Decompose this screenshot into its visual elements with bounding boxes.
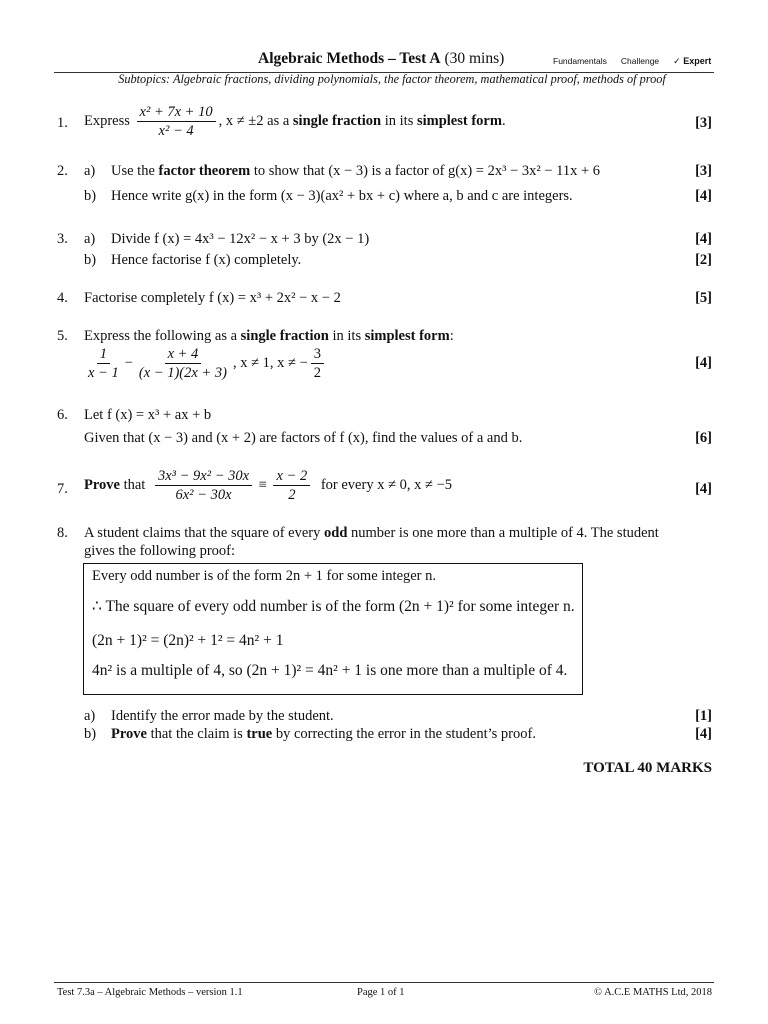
- page-title: Algebraic Methods – Test A (30 mins): [258, 50, 505, 67]
- q8b-text: Prove that the claim is true by correcting the error in the student’s proof.: [111, 726, 536, 742]
- q8-line2: gives the following proof:: [84, 543, 236, 559]
- q6-line1: Let f (x) = x³ + ax + b: [84, 407, 212, 423]
- level-fundamentals: Fundamentals: [553, 56, 607, 66]
- proof-line-4: 4n² is a multiple of 4, so (2n + 1)² = 4n² + 1 is one more than a multiple of 4.: [92, 662, 568, 679]
- proof-line-3: (2n + 1)² = (2n)² + 1² = 4n² + 1: [92, 632, 284, 649]
- footer-copyright: © A.C.E MATHS Ltd, 2018: [594, 987, 712, 998]
- q4-marks: [5]: [695, 290, 712, 306]
- q5-number: 5.: [57, 328, 68, 344]
- q8b-label: b): [84, 726, 97, 742]
- footer-divider: [54, 982, 714, 983]
- q2a-label: a): [84, 163, 96, 179]
- q5-marks: [4]: [695, 355, 712, 371]
- q2b-label: b): [84, 188, 97, 204]
- q2b-text: Hence write g(x) in the form (x − 3)(ax² + bx + c) where a, b and c are integers.: [111, 188, 573, 204]
- footer-page: Page 1 of 1: [357, 987, 405, 998]
- student-proof-box: [83, 563, 583, 695]
- difficulty-levels: [553, 56, 711, 67]
- q1-number: 1.: [57, 115, 68, 131]
- q4-number: 4.: [57, 290, 68, 306]
- q2b-marks: [4]: [695, 188, 712, 204]
- q6-marks: [6]: [695, 430, 712, 446]
- q3a-marks: [4]: [695, 231, 712, 247]
- q5-text: Express the following as a single fraction in its simplest form:: [84, 328, 454, 344]
- subtopics: Subtopics: Algebraic fractions, dividing polynomials, the factor theorem, mathematical proof, methods of proof: [118, 72, 666, 86]
- q8-line1: A student claims that the square of every odd number is one more than a multiple of 4. The student: [84, 525, 659, 541]
- q3b-marks: [2]: [695, 252, 712, 268]
- q1-text: Express $\frac{\text{x² + 7x + 10}}{\text{x² − 4}}$ , x ≠ ±2 as a single fraction in its simplest form.: [84, 104, 506, 140]
- q7-number: 7.: [57, 481, 68, 497]
- q3a-label: a): [84, 231, 96, 247]
- q4-text: Factorise completely f (x) = x³ + 2x² − x − 2: [84, 290, 341, 306]
- proof-line-2: ∴ The square of every odd number is of the form (2n + 1)² for some integer n.: [92, 598, 575, 615]
- q6-line2: Given that (x − 3) and (x + 2) are factors of f (x), find the values of a and b.: [84, 430, 523, 446]
- q8-number: 8.: [57, 525, 68, 541]
- q2a-marks: [3]: [695, 163, 712, 179]
- level-expert-selected: ✓ Expert: [673, 56, 712, 66]
- q3-number: 3.: [57, 231, 68, 247]
- q8b-marks: [4]: [695, 726, 712, 742]
- q6-number: 6.: [57, 407, 68, 423]
- q7-text: Prove that $\frac{\text{3x³ − 9x² − 30x}}{\text{6x² − 30x}}$ ≡ $\frac{x - 2}{2}$ for every x ≠ 0, x ≠ −5: [84, 468, 453, 504]
- proof-line-1: Every odd number is of the form 2n + 1 for some integer n.: [92, 568, 437, 584]
- q3a-text: Divide f (x) = 4x³ − 12x² − x + 3 by (2x − 1): [111, 231, 370, 247]
- q2a-text: Use the factor theorem to show that (x − 3) is a factor of g(x) = 2x³ − 3x² − 11x + 6: [111, 163, 601, 179]
- q7-marks: [4]: [695, 481, 712, 497]
- q1-marks: [3]: [695, 115, 712, 131]
- q8a-text: Identify the error made by the student.: [111, 708, 334, 724]
- q3b-text: Hence factorise f (x) completely.: [111, 252, 302, 268]
- level-challenge: Challenge: [620, 56, 660, 66]
- q2-number: 2.: [57, 163, 68, 179]
- q8a-marks: [1]: [695, 708, 712, 724]
- footer-left: Test 7.3a – Algebraic Methods – version 1.1: [57, 987, 243, 998]
- q8a-label: a): [84, 708, 96, 724]
- q3b-label: b): [84, 252, 97, 268]
- q5-expression: $\frac{1}{x - 1}$ − $\frac{x + 4}{(x - 1)(2x + 3)}$ , x ≠ 1, x ≠ − $\frac{3}{2}$: [82, 345, 327, 382]
- total-marks: TOTAL 40 MARKS: [583, 760, 712, 776]
